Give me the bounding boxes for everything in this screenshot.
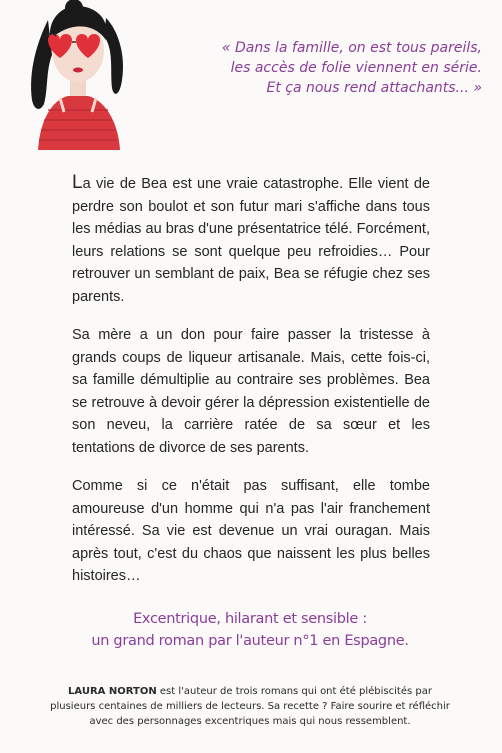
tagline-line: un grand roman par l'auteur n°1 en Espagne. [91, 633, 409, 649]
summary-paragraph [72, 324, 430, 459]
paragraph-text: Comme si ce n'était pas suffisant, elle tombe amoureuse d'un homme qui n'a pas l'air franchement intéressé. Sa vie est devenue un vrai ouragan. Mais après tout, c'est du chaos que naissent les plus belles histoires… [72, 478, 430, 584]
quote-line: « Dans la famille, on est tous pareils, [221, 40, 482, 56]
quote-line: Et ça nous rend attachants... » [266, 80, 482, 96]
author-bio-text: est l'auteur de trois romans qui ont été plébiscités par plusieurs centaines de milliers de lecteurs. Sa recette ? Faire sourire et réfléchir avec des personnages excentriques mais qui nous ressemblent. [50, 686, 450, 727]
pull-quote [140, 38, 482, 98]
author-name: LAURA NORTON [68, 686, 157, 697]
tagline-line: Excentrique, hilarant et sensible : [133, 611, 367, 627]
summary-paragraph [72, 475, 430, 588]
author-bio [50, 684, 450, 729]
woman-illustration [18, 0, 138, 150]
drop-cap: L [72, 172, 83, 193]
book-summary [72, 172, 430, 604]
paragraph-text: a vie de Bea est une vraie catastrophe. Elle vient de perdre son boulot et son futur mari s'affiche dans tous les médias au bras d'une présentatrice télé. Forcément, leurs relations se sont quelque peu refroidies… Pour retrouver un semblant de paix, Bea se réfugie chez ses parents. [72, 176, 430, 305]
quote-line: les accès de folie viennent en série. [230, 60, 482, 76]
tagline [40, 608, 460, 652]
paragraph-text: Sa mère a un don pour faire passer la tristesse à grands coups de liqueur artisanale. Mais, cette fois-ci, sa famille démultiplie au contraire ses problèmes. Bea se retrouve à devoir gérer la dépression existentielle de son neveu, la carrière ratée de sa sœur et les tentations de divorce de ses parents. [72, 327, 430, 456]
summary-paragraph [72, 172, 430, 308]
